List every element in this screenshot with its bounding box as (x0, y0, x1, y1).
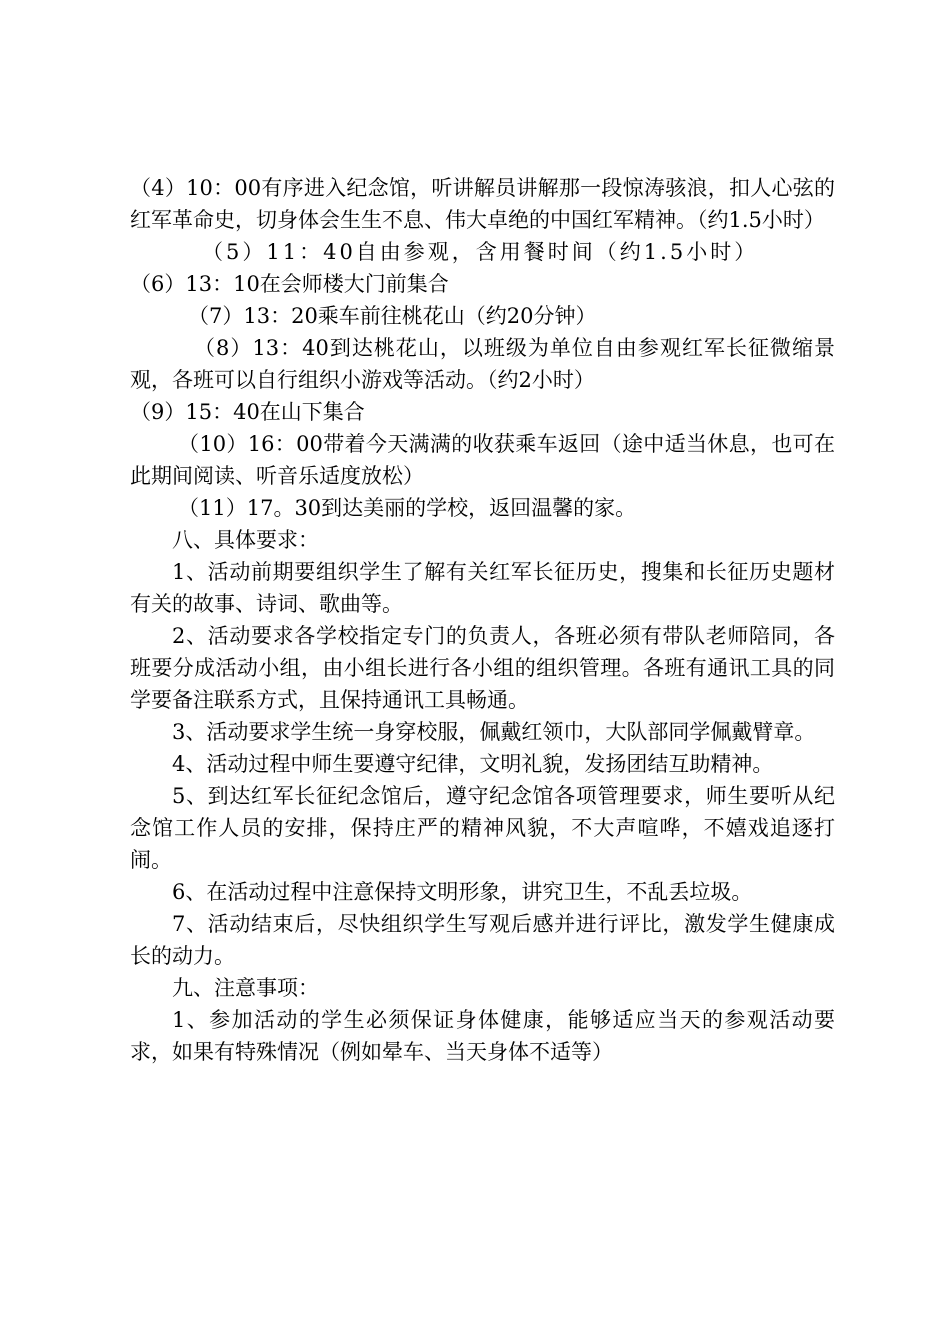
schedule-item-4: （4）10：00有序进入纪念馆，听讲解员讲解那一段惊涛骇浪，扣人心弦的红军革命史，切身体会生生不息、伟大卓绝的中国红军精神。（约1.5小时） (130, 176, 835, 232)
schedule-item-7: （7）13：20乘车前往桃花山（约20分钟） (188, 304, 597, 328)
schedule-item-9: （9）15：40在山下集合 (130, 400, 365, 424)
schedule-item-10: （10）16：00带着今天满满的收获乘车返回（途中适当休息，也可在此期间阅读、听音乐适度放松） (130, 432, 835, 488)
requirement-item: 2、活动要求各学校指定专门的负责人，各班必须有带队老师陪同，各班要分成活动小组，由小组长进行各小组的组织管理。各班有通讯工具的同学要备注联系方式，且保持通讯工具畅通。 (130, 624, 835, 712)
requirement-item: 1、活动前期要组织学生了解有关红军长征历史，搜集和长征历史题材有关的故事、诗词、歌曲等。 (130, 560, 835, 616)
requirement-item: 7、活动结束后，尽快组织学生写观后感并进行评比，激发学生健康成长的动力。 (130, 912, 835, 968)
schedule-item-8: （8）13：40到达桃花山，以班级为单位自由参观红军长征微缩景观，各班可以自行组织小游戏等活动。（约2小时） (130, 336, 835, 392)
schedule-item-5: （5）11：40自由参观，含用餐时间（约1.5小时） (202, 240, 759, 264)
schedule-item-11: （11）17。30到达美丽的学校，返回温馨的家。 (178, 496, 637, 520)
requirement-item: 4、活动过程中师生要遵守纪律，文明礼貌，发扬团结互助精神。 (172, 752, 774, 776)
document-body (130, 172, 835, 1068)
requirement-item: 3、活动要求学生统一身穿校服，佩戴红领巾，大队部同学佩戴臂章。 (172, 720, 816, 744)
section-8-heading: 八、具体要求： (172, 528, 319, 552)
requirement-item: 6、在活动过程中注意保持文明形象，讲究卫生，不乱丢垃圾。 (172, 880, 753, 904)
note-item: 1、参加活动的学生必须保证身体健康，能够适应当天的参观活动要求，如果有特殊情况（例如晕车、当天身体不适等） (130, 1008, 835, 1064)
section-9-heading: 九、注意事项： (172, 976, 319, 1000)
requirement-item: 5、到达红军长征纪念馆后，遵守纪念馆各项管理要求，师生要听从纪念馆工作人员的安排，保持庄严的精神风貌，不大声喧哗，不嬉戏追逐打闹。 (130, 784, 835, 872)
schedule-item-6: （6）13：10在会师楼大门前集合 (130, 272, 449, 296)
